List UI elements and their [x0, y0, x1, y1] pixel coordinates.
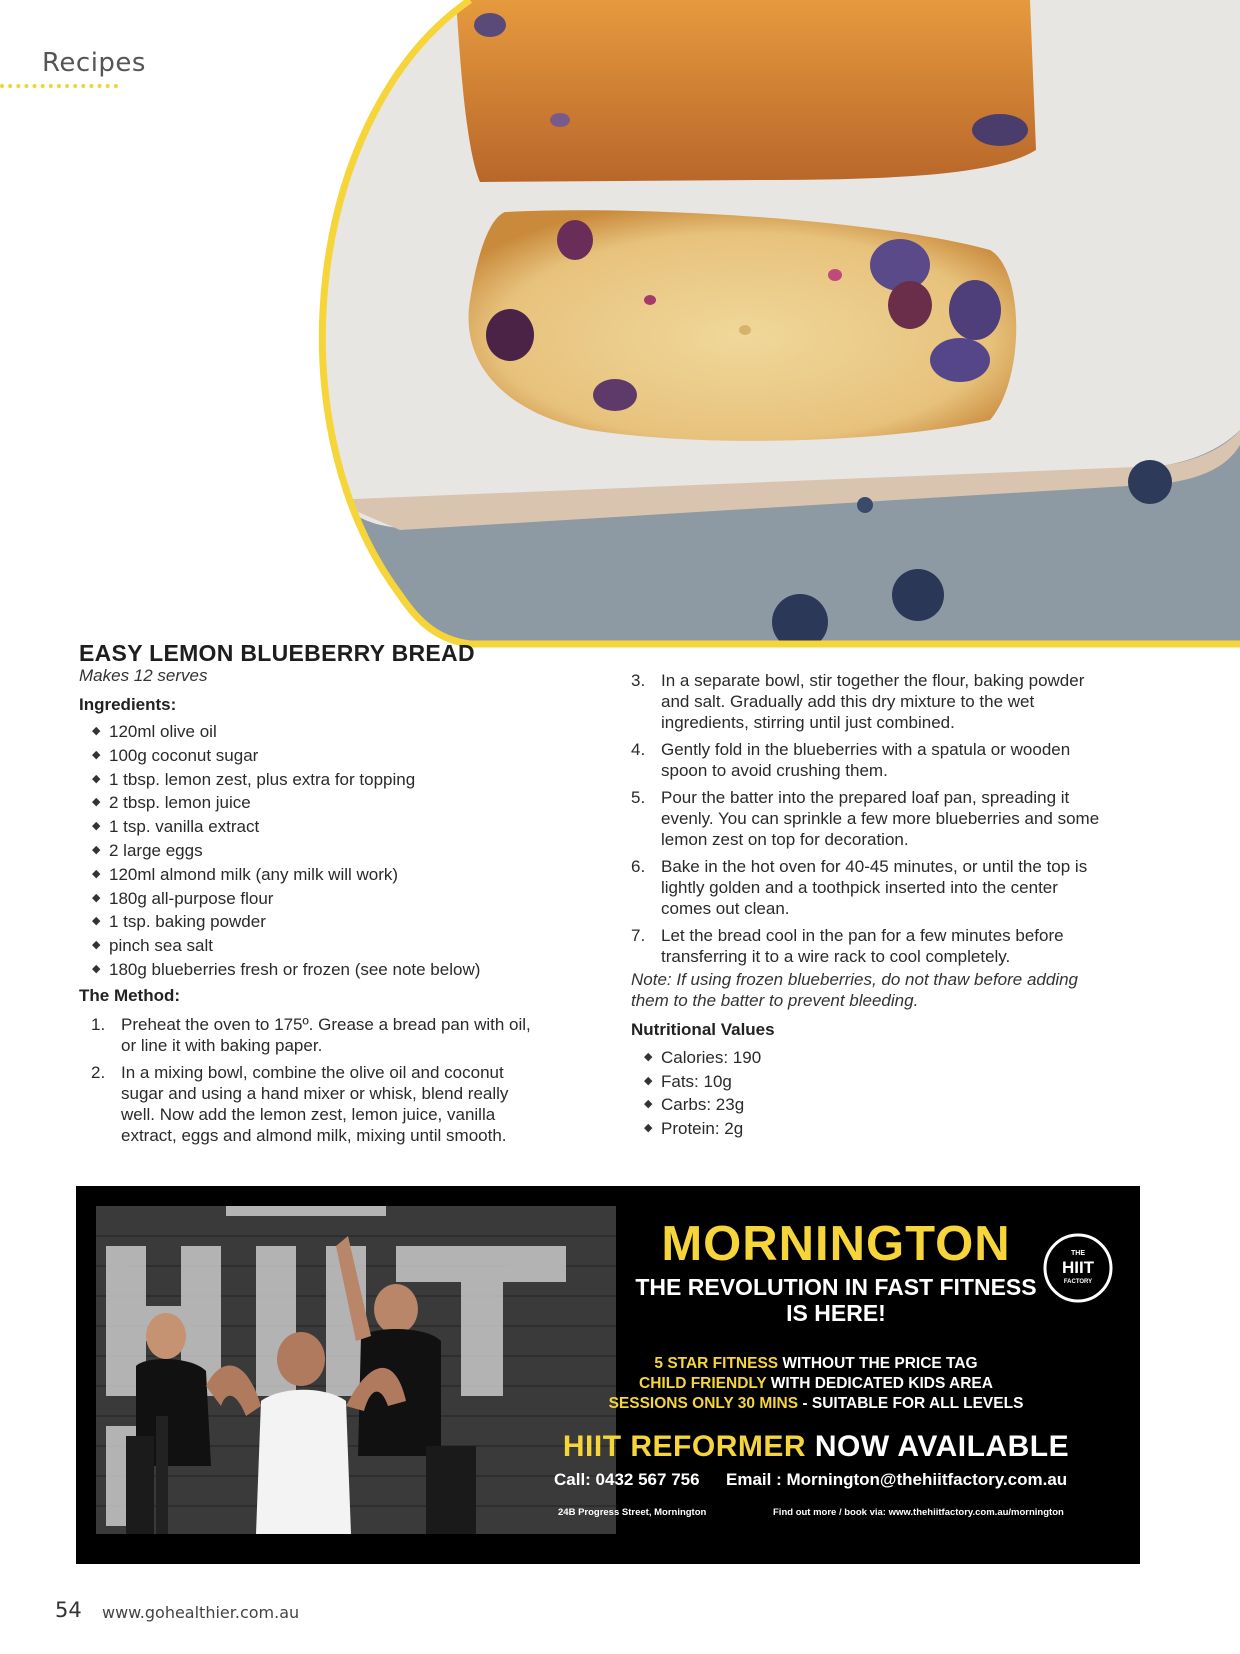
ad-perk-highlight: SESSIONS ONLY 30 MINS	[608, 1395, 799, 1412]
ingredient-item: ◆ 120ml olive oil	[92, 720, 480, 744]
ad-booking-link[interactable]: Find out more / book via: www.thehiitfactory.com.au/mornington	[773, 1507, 1064, 1518]
logo-text-top: THE	[1071, 1250, 1085, 1257]
method-step	[91, 1014, 541, 1056]
ingredient-item: ◆ 180g blueberries fresh or frozen (see note below)	[92, 958, 480, 982]
step-text: Let the bread cool in the pan for a few minutes before transferring it to a wire rack to cool completely.	[661, 926, 1064, 966]
nutrition-item: ◆ Protein: 2g	[644, 1117, 761, 1141]
ingredient-item: ◆ 1 tsp. baking powder	[92, 910, 480, 934]
step-number: 2.	[91, 1063, 106, 1082]
ingredient-item: ◆ 2 tbsp. lemon juice	[92, 791, 480, 815]
ingredient-item: ◆ 180g all-purpose flour	[92, 887, 480, 911]
step-text: Bake in the hot oven for 40-45 minutes, or until the top is lightly golden and a toothpick inserted into the center comes out clean.	[661, 857, 1088, 918]
recipe-serves: Makes 12 serves	[79, 666, 208, 685]
ad-headline: MORNINGTON	[661, 1217, 1011, 1271]
ingredients-list	[92, 720, 480, 982]
recipe-title: EASY LEMON BLUEBERRY BREAD	[79, 640, 475, 666]
ingredients-heading: Ingredients:	[79, 695, 177, 714]
ad-address: 24B Progress Street, Mornington	[558, 1507, 707, 1518]
nutrition-item: ◆ Carbs: 23g	[644, 1093, 761, 1117]
method-step	[631, 739, 1111, 781]
ad-perk-highlight: CHILD FRIENDLY	[639, 1375, 767, 1392]
step-text: Pour the batter into the prepared loaf pan, spreading it evenly. You can sprinkle a few more blueberries and some lemon zest on top for decoration.	[661, 788, 1100, 849]
ad-email[interactable]: Email : Mornington@thehiitfactory.com.au	[726, 1470, 1068, 1489]
step-number: 7.	[631, 926, 646, 945]
ad-perk-line	[546, 1394, 1086, 1414]
method-steps-left	[91, 1014, 541, 1152]
ingredient-item: ◆ 100g coconut sugar	[92, 744, 480, 768]
hiit-factory-advertisement[interactable]	[76, 1186, 1140, 1564]
method-steps-right	[631, 670, 1111, 973]
ingredient-item: ◆ 2 large eggs	[92, 839, 480, 863]
nutrition-item: ◆ Calories: 190	[644, 1046, 761, 1070]
ad-perk-line	[546, 1374, 1086, 1394]
ad-phone[interactable]: Call: 0432 567 756	[554, 1470, 700, 1489]
section-tag: Recipes	[42, 48, 146, 78]
step-number: 5.	[631, 788, 646, 807]
step-number: 1.	[91, 1015, 106, 1034]
logo-text-bottom: FACTORY	[1063, 1279, 1093, 1285]
ad-reformer-text: NOW AVAILABLE	[806, 1430, 1070, 1463]
ad-reformer-banner	[546, 1430, 1086, 1464]
step-text: Gently fold in the blueberries with a spatula or wooden spoon to avoid crushing them.	[661, 740, 1071, 780]
hero-photo-blueberry-bread	[0, 0, 1240, 650]
ingredient-item: ◆ 1 tbsp. lemon zest, plus extra for topping	[92, 768, 480, 792]
ad-perk-highlight: 5 STAR FITNESS	[654, 1355, 779, 1372]
ad-perk-text: WITHOUT THE PRICE TAG	[778, 1355, 978, 1372]
ad-subheadline	[616, 1274, 1056, 1326]
ad-perk-text: - SUITABLE FOR ALL LEVELS	[798, 1395, 1024, 1412]
method-step	[631, 925, 1111, 967]
step-number: 6.	[631, 857, 646, 876]
hiit-factory-logo	[1042, 1232, 1114, 1304]
nutrition-item: ◆ Fats: 10g	[644, 1070, 761, 1094]
ad-subheadline-line: THE REVOLUTION IN FAST FITNESS	[635, 1274, 1037, 1300]
ad-photo-fitness-women	[96, 1206, 616, 1534]
step-text: In a mixing bowl, combine the olive oil and coconut sugar and using a hand mixer or whisk, blend really well. Now add the lemon zest, lemon juice, vanilla extract, eggs and almond milk, mixing until smooth.	[121, 1063, 509, 1145]
method-heading: The Method:	[79, 986, 181, 1005]
ingredient-item: ◆ 1 tsp. vanilla extract	[92, 815, 480, 839]
page-number: 54	[55, 1598, 82, 1622]
step-text: Preheat the oven to 175º. Grease a bread pan with oil, or line it with baking paper.	[121, 1015, 531, 1055]
ad-reformer-highlight: HIIT REFORMER	[562, 1430, 807, 1463]
method-step	[631, 787, 1111, 850]
ad-subheadline-line: IS HERE!	[786, 1300, 886, 1326]
method-step	[91, 1062, 541, 1146]
step-number: 4.	[631, 740, 646, 759]
step-text: In a separate bowl, stir together the flour, baking powder and salt. Gradually add this dry mixture to the wet ingredients, stirring until just combined.	[661, 671, 1085, 732]
ad-perks	[546, 1354, 1086, 1414]
recipe-note: Note: If using frozen blueberries, do not thaw before adding them to the batter to prevent bleeding.	[631, 970, 1079, 1010]
ad-perk-line	[546, 1354, 1086, 1374]
nutrition-list	[644, 1046, 761, 1141]
method-step	[631, 856, 1111, 919]
step-number: 3.	[631, 671, 646, 690]
nutrition-heading: Nutritional Values	[631, 1020, 775, 1039]
ad-perk-text: WITH DEDICATED KIDS AREA	[766, 1375, 993, 1392]
ingredient-item: ◆ pinch sea salt	[92, 934, 480, 958]
method-step	[631, 670, 1111, 733]
logo-text-main: HIIT	[1061, 1258, 1095, 1277]
footer-website[interactable]: www.gohealthier.com.au	[102, 1603, 300, 1622]
ingredient-item: ◆ 120ml almond milk (any milk will work)	[92, 863, 480, 887]
